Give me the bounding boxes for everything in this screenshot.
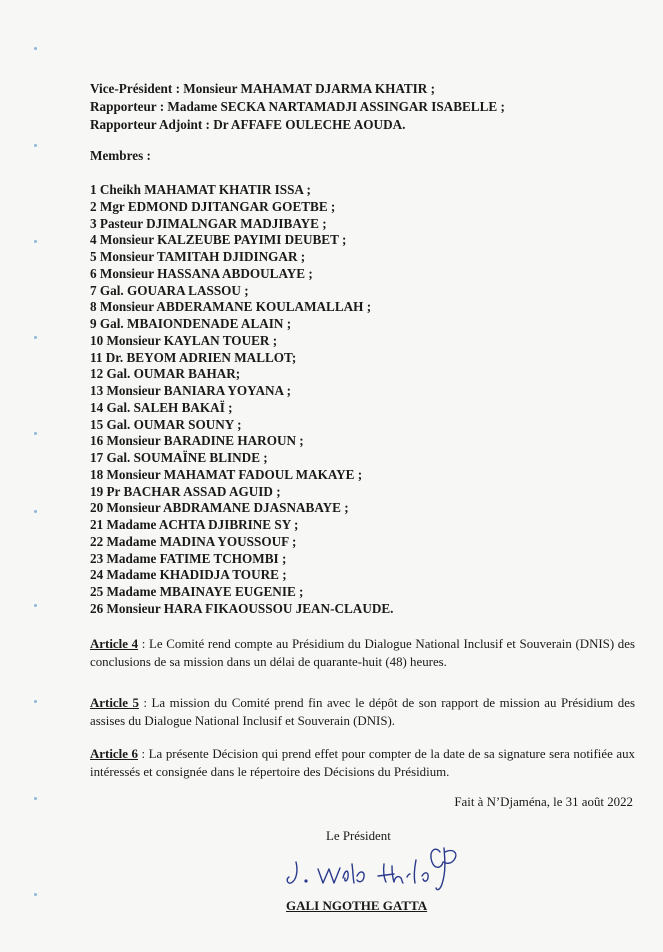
role-vice-president: Vice-Président : Monsieur MAHAMAT DJARMA KHATIR ; — [90, 81, 436, 96]
member-item: 9 Gal. MBAIONDENADE ALAIN ; — [90, 316, 292, 331]
article-5 — [90, 695, 635, 730]
place-date: Fait à N’Djaména, le 31 août 2022 — [454, 795, 633, 809]
article-text: : La présente Décision qui prend effet pour compter de la date de sa signature sera notifiée aux intéressés et consignée dans le répertoire des Décisions du Présidium. — [90, 747, 635, 779]
margin-dot — [34, 604, 37, 607]
margin-dot — [34, 893, 37, 896]
member-item: 26 Monsieur HARA FIKAOUSSOU JEAN-CLAUDE. — [90, 600, 394, 616]
article-text: : Le Comité rend compte au Présidium du Dialogue National Inclusif et Souverain (DNIS) des conclusions de sa mission dans un délai de quarante-huit (48) heures. — [90, 637, 635, 669]
handwritten-signature — [282, 838, 482, 894]
article-label: Article 5 — [90, 696, 139, 710]
margin-dot — [34, 797, 37, 800]
article-text: : La mission du Comité prend fin avec le dépôt de son rapport de mission au Présidium des assises du Dialogue National Inclusif et Souverain (DNIS). — [90, 696, 635, 728]
committee-roles — [90, 80, 505, 135]
member-item: 12 Gal. OUMAR BAHAR; — [90, 366, 241, 382]
member-item: 20 Monsieur ABDRAMANE DJASNABAYE ; — [90, 500, 349, 516]
member-item: 21 Madame ACHTA DJIBRINE SY ; — [90, 517, 299, 532]
member-item: 25 Madame MBAINAYE EUGENIE ; — [90, 584, 304, 599]
member-item: 2 Mgr EDMOND DJITANGAR GOETBE ; — [90, 198, 336, 214]
member-item: 13 Monsieur BANIARA YOYANA ; — [90, 383, 292, 398]
signatory-name: GALI NGOTHE GATTA — [286, 898, 428, 913]
margin-dot — [34, 144, 37, 147]
member-item: 6 Monsieur HASSANA ABDOULAYE ; — [90, 265, 313, 281]
margin-dot — [34, 336, 37, 339]
member-item: 18 Monsieur MAHAMAT FADOUL MAKAYE ; — [90, 466, 363, 482]
members-list — [90, 182, 393, 618]
role-rapporteur: Rapporteur : Madame SECKA NARTAMADJI ASSINGAR ISABELLE ; — [90, 99, 505, 115]
member-item: 8 Monsieur ABDERAMANE KOULAMALLAH ; — [90, 299, 372, 315]
president-title: Le Président — [326, 829, 391, 843]
margin-dot — [34, 47, 37, 50]
margin-dot — [34, 240, 37, 243]
member-item: 22 Madame MADINA YOUSSOUF ; — [90, 533, 297, 549]
member-item: 10 Monsieur KAYLAN TOUER ; — [90, 332, 278, 348]
margin-dot — [34, 510, 37, 513]
member-item: 14 Gal. SALEH BAKAÏ ; — [90, 399, 233, 415]
member-item: 11 Dr. BEYOM ADRIEN MALLOT; — [90, 349, 297, 365]
member-item: 19 Pr BACHAR ASSAD AGUID ; — [90, 483, 281, 499]
member-item: 16 Monsieur BARADINE HAROUN ; — [90, 433, 304, 449]
members-heading: Membres : — [90, 148, 151, 163]
member-item: 17 Gal. SOUMAÏNE BLINDE ; — [90, 450, 268, 465]
article-label: Article 6 — [90, 747, 138, 761]
member-item: 4 Monsieur KALZEUBE PAYIMI DEUBET ; — [90, 232, 347, 248]
member-item: 24 Madame KHADIDJA TOURE ; — [90, 567, 287, 583]
margin-dot — [34, 432, 37, 435]
member-item: 1 Cheikh MAHAMAT KHATIR ISSA ; — [90, 182, 311, 197]
member-item: 5 Monsieur TAMITAH DJIDINGAR ; — [90, 249, 306, 264]
role-rapporteur-adjoint: Rapporteur Adjoint : Dr AFFAFE OULECHE AOUDA. — [90, 117, 406, 133]
article-6 — [90, 746, 635, 781]
member-item: 7 Gal. GOUARA LASSOU ; — [90, 282, 249, 298]
member-item: 23 Madame FATIME TCHOMBI ; — [90, 550, 287, 566]
margin-dot — [34, 700, 37, 703]
member-item: 15 Gal. OUMAR SOUNY ; — [90, 416, 242, 432]
article-label: Article 4 — [90, 637, 139, 651]
member-item: 3 Pasteur DJIMALNGAR MADJIBAYE ; — [90, 215, 327, 231]
article-4 — [90, 636, 635, 671]
